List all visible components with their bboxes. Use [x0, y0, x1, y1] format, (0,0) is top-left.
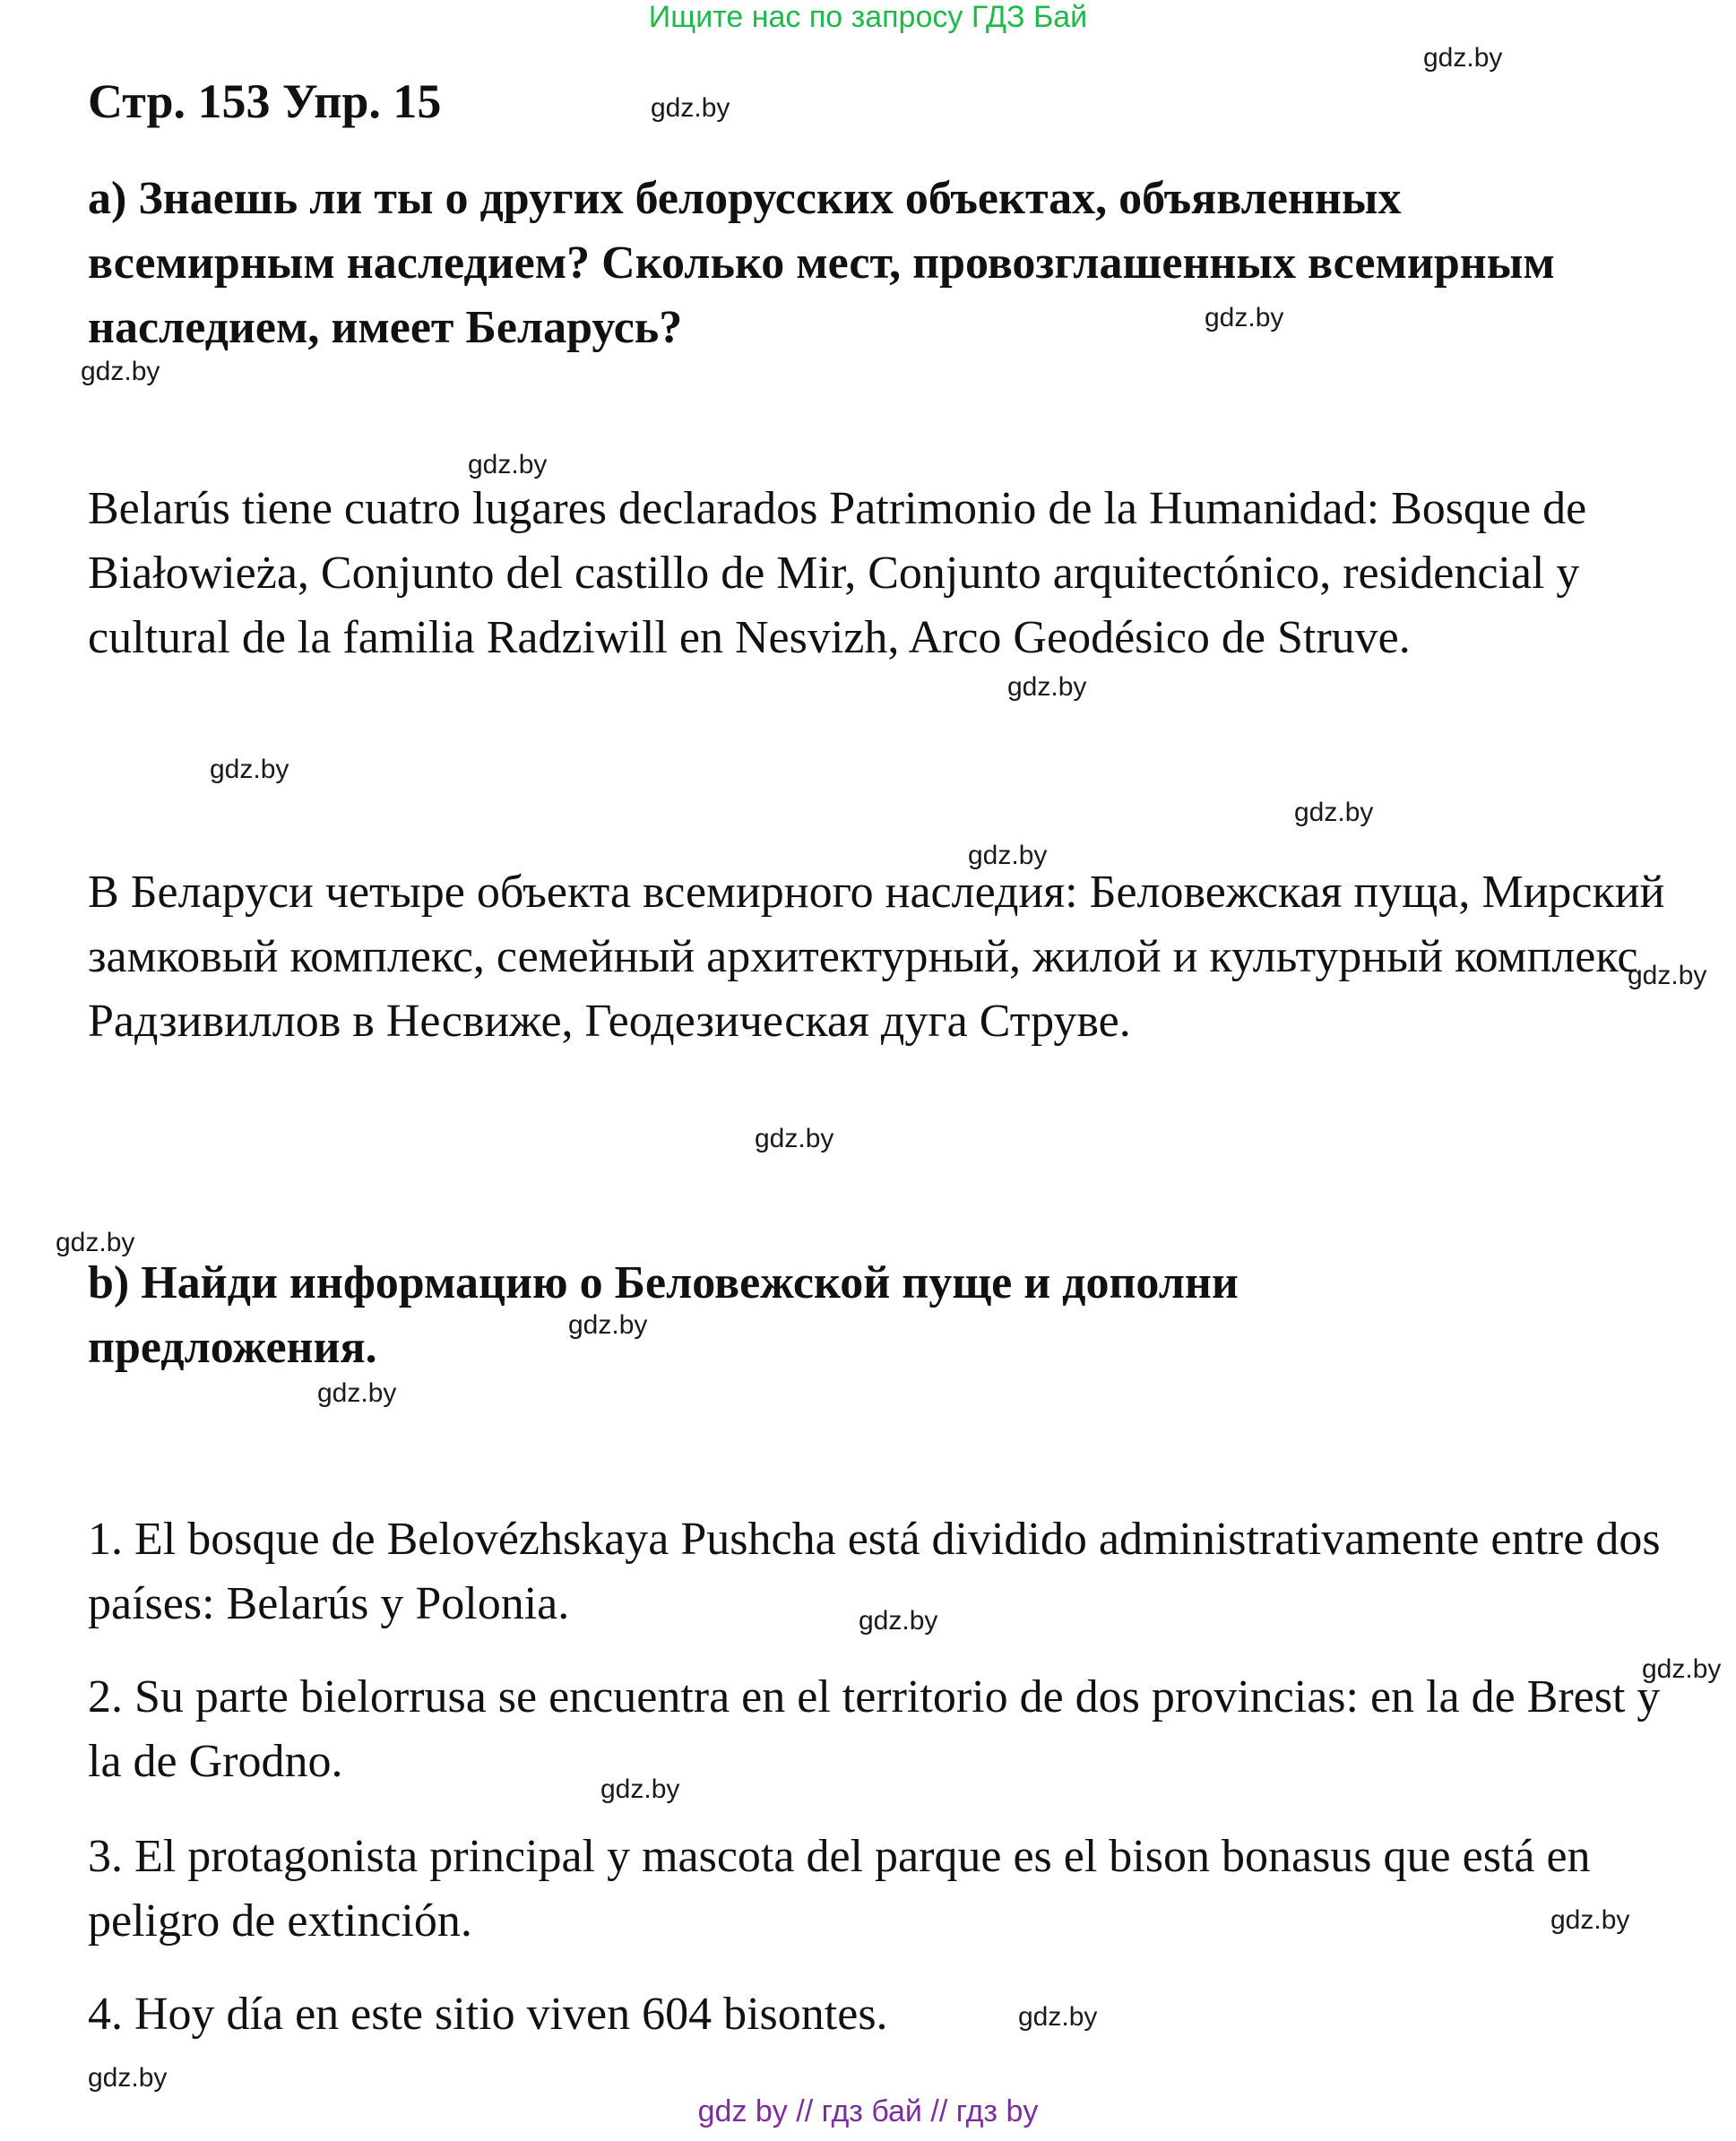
watermark: gdz.by	[1642, 1654, 1722, 1684]
sentence-4: 4. Hoy día en este sitio viven 604 bisontes.	[88, 1989, 888, 2040]
watermark: gdz.by	[1423, 43, 1503, 73]
watermark: gdz.by	[1628, 961, 1707, 990]
question-b: b) Найди информацию о Беловежской пуще и дополни предложения.	[88, 1257, 1239, 1373]
watermark: gdz.by	[1294, 798, 1374, 827]
watermark: gdz.by	[968, 841, 1048, 870]
watermark: gdz.by	[568, 1310, 648, 1340]
page-heading: Стр. 153 Упр. 15	[88, 74, 442, 128]
question-a: a) Знаешь ли ты о других белорусских объектах, объявленных всемирным наследием? Сколько мест, провозглашенных всемирным наследием, имеет Беларусь?	[88, 173, 1555, 353]
watermark: gdz.by	[1550, 1905, 1630, 1935]
watermark: gdz.by	[600, 1774, 680, 1804]
watermark: gdz.by	[56, 1228, 135, 1257]
watermark: gdz.by	[1007, 672, 1087, 702]
sentence-2: 2. Su parte bielorrusa se encuentra en el territorio de dos provincias: en la de Brest y la de Grodno.	[88, 1671, 1661, 1787]
footer-watermark: gdz by // гдз бай // гдз by	[697, 2094, 1039, 2128]
watermark: gdz.by	[210, 755, 289, 784]
watermark: gdz.by	[317, 1378, 397, 1408]
watermark: gdz.by	[88, 2063, 168, 2093]
answer-a-spanish: Belarús tiene cuatro lugares declarados Patrimonio de la Humanidad: Bosque de Białowieża, Conjunto del castillo de Mir, Conjunto arquitectónico, residencial y cultural de la familia Radziwill en Nesvizh, Arco Geodésico de Struve.	[88, 483, 1587, 663]
sentence-3: 3. El protagonista principal y mascota del parque es el bison bonasus que está en peligro de extinción.	[88, 1831, 1591, 1947]
sentence-1: 1. El bosque de Belovézhskaya Pushcha está dividido administrativamente entre dos países: Belarús y Polonia.	[88, 1514, 1661, 1629]
watermark: gdz.by	[81, 357, 160, 386]
answer-a-russian: В Беларуси четыре объекта всемирного наследия: Беловежская пуща, Мирский замковый комплекс, семейный архитектурный, жилой и культурный комплекс Радзивиллов в Несвиже, Геодезическая дуга Струве.	[88, 867, 1665, 1047]
watermark: gdz.by	[1018, 2002, 1098, 2032]
watermark: gdz.by	[755, 1124, 834, 1153]
watermark: gdz.by	[1205, 303, 1284, 332]
top-banner: Ищите нас по запросу ГДЗ Бай	[648, 0, 1088, 34]
watermark: gdz.by	[468, 450, 548, 479]
watermark: gdz.by	[859, 1606, 938, 1636]
watermark: gdz.by	[651, 93, 730, 123]
